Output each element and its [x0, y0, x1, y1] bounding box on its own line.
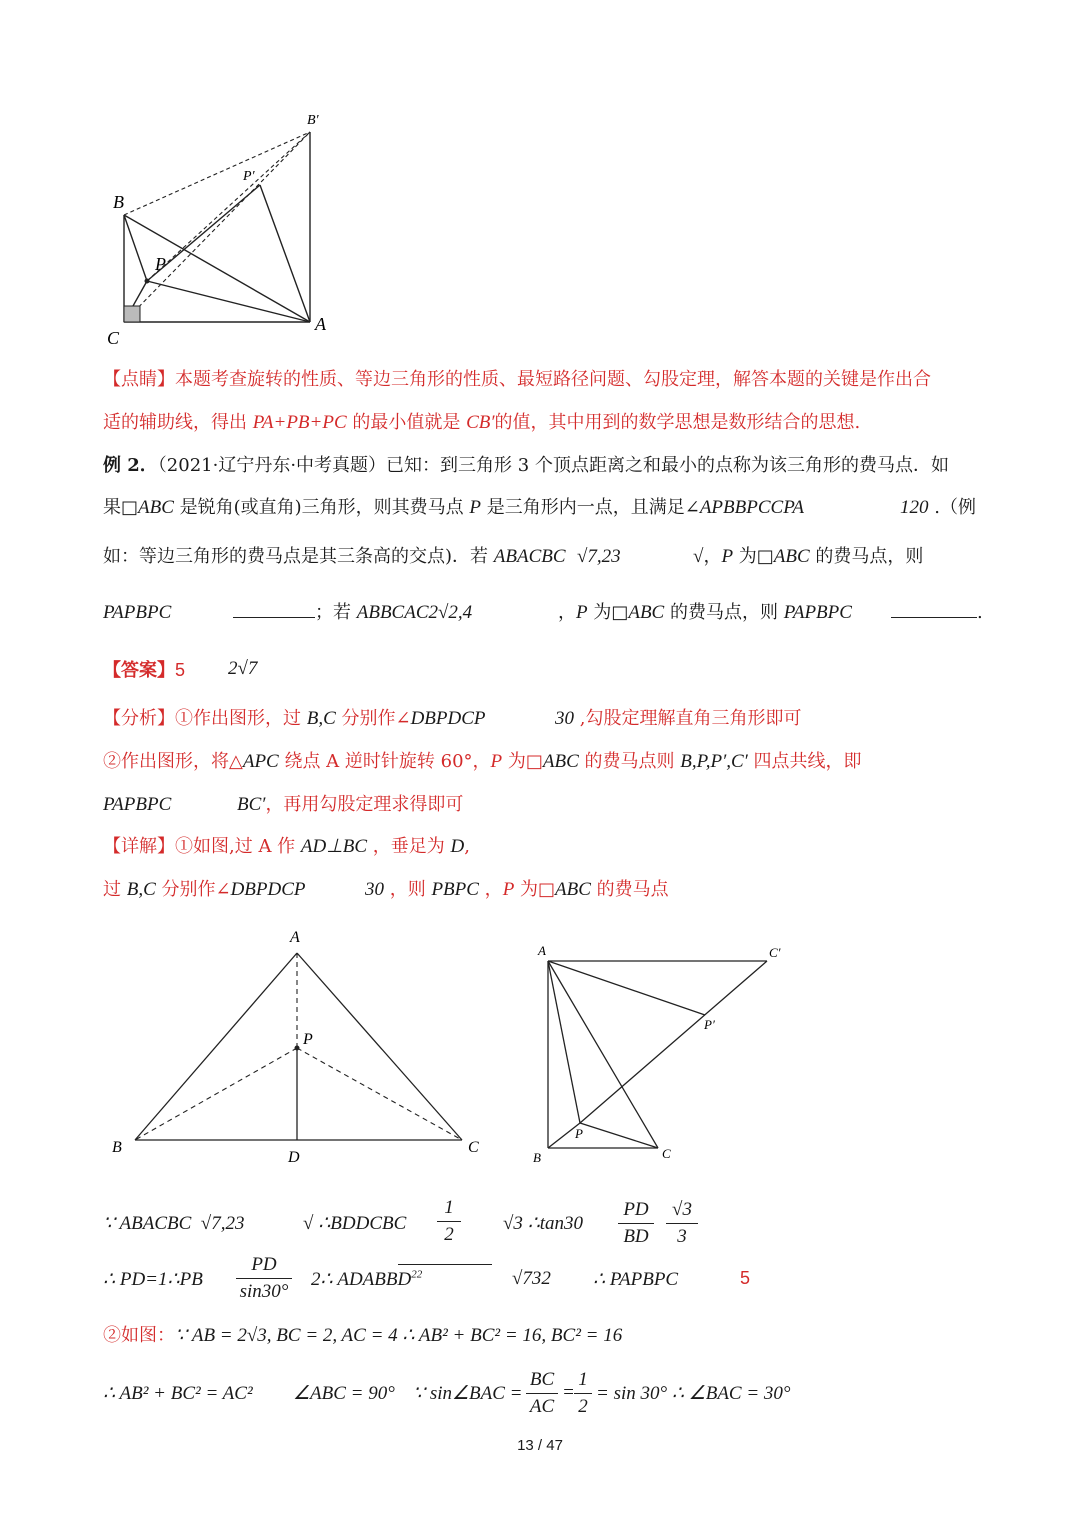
label-a: A	[290, 929, 300, 946]
label-c-prime: C′	[769, 945, 781, 960]
figure-fermat-point-triangle	[100, 920, 500, 1170]
label-p-prime: P′	[704, 1017, 715, 1032]
calc-row-4-b: ∠ABC = 90°	[293, 1383, 395, 1404]
dianjing-tag: 【点睛】	[103, 369, 175, 390]
answer-blank-2[interactable]	[891, 617, 977, 618]
label-b-prime: B′	[307, 113, 319, 128]
example-line-4: PAPBPC ；若 ABBCAC2√2,4 ，P 为□ABC 的费马点，则 PAPBPC .	[103, 602, 983, 623]
calc-row-4-eq: =	[562, 1382, 575, 1403]
analysis-line-3: PAPBPC BC′，再用勾股定理求得即可	[103, 794, 464, 815]
calc-row-1-c: √3 ∴tan30	[503, 1213, 584, 1234]
calc-row-1: ∵ ABACBC √7,23	[103, 1213, 245, 1234]
calc-result-5: 5	[740, 1268, 751, 1288]
answer-tag: 【答案】	[103, 660, 175, 681]
example-line-1: 例 2．（2021·辽宁丹东·中考真题）已知：到三角形 3 个顶点距离之和最小的点称为该三角形的费马点．如	[103, 455, 949, 476]
page-number: 13 / 47	[517, 1437, 563, 1454]
label-c: C	[107, 328, 120, 348]
figure-rotation-diagram	[95, 100, 345, 350]
calc-row-3: ②如图：∵ AB = 2√3, BC = 2, AC = 4 ∴ AB² + BC² = 16, BC² = 16	[103, 1325, 623, 1346]
calc-row-4-d: = sin 30° ∴ ∠BAC = 30°	[596, 1383, 791, 1404]
detail-tag: 【详解】	[103, 836, 175, 857]
label-p-prime: P′	[243, 169, 255, 184]
analysis-tag: 【分析】	[103, 708, 175, 729]
answer-value-1: 5	[175, 660, 186, 680]
example-line-2: 果□ABC 是锐角(或直角)三角形，则其费马点 P 是三角形内一点，且满足∠APBBPCCPA 120 .（例	[103, 497, 976, 518]
dianjing-line-2: 适的辅助线，得出 PA+PB+PC 的最小值就是 CB′的值，其中用到的数学思想是数形结合的思想.	[103, 412, 861, 433]
fraction-pd-sin30: PD sin30°	[236, 1253, 292, 1304]
calc-row-2-d: ∴ PAPBPC	[593, 1269, 679, 1290]
fraction-pd-bd: PD BD	[618, 1198, 654, 1249]
label-a: A	[538, 943, 546, 958]
calc-row-2-c: √732	[512, 1268, 551, 1289]
label-d: D	[288, 1149, 300, 1166]
label-a: A	[315, 314, 326, 334]
calc-row-1-b: √ ∴BDDCBC	[303, 1213, 407, 1234]
fraction-bc-ac: BC AC	[526, 1368, 558, 1419]
label-b: B	[533, 1150, 541, 1165]
label-c: C	[468, 1139, 479, 1156]
answer-line	[103, 659, 185, 682]
label-p: P	[155, 254, 166, 274]
calc-row-2: ∴ PD=1∴PB	[103, 1269, 203, 1290]
answer-blank-1[interactable]	[233, 617, 315, 618]
label-c: C	[662, 1146, 671, 1161]
label-b: B	[112, 1139, 122, 1156]
answer-value-2: 2√7	[228, 658, 258, 679]
detail-line-1: 【详解】①如图,过 A 作 AD⊥BC ，垂足为 D,	[103, 836, 470, 857]
label-b: B	[113, 192, 124, 212]
calc-row-4-c: ∵ sin∠BAC =	[413, 1383, 523, 1404]
detail-line-2: 过 B,C 分别作∠DBPDCP 30 ，则 PBPC ，P 为□ABC 的费马点	[103, 879, 669, 900]
fraction-root3-over-3: √3 3	[666, 1198, 698, 1249]
analysis-line-2: ②作出图形，将△APC 绕点 A 逆时针旋转 60°，P 为□ABC 的费马点则 B,P,P′,C′ 四点共线，即	[103, 751, 862, 772]
figure-rotation-triangle	[525, 935, 795, 1170]
calc-row-4: ∴ AB² + BC² = AC²	[103, 1383, 253, 1404]
analysis-line-1: 【分析】①作出图形，过 B,C 分别作∠DBPDCP 30 ,勾股定理解直角三角形即可	[103, 708, 802, 729]
calc-row-2-b: 2∴ ADABBD$^{22}$	[311, 1268, 423, 1290]
label-p: P	[575, 1126, 583, 1141]
label-p: P	[303, 1031, 313, 1048]
example-line-3: 如：等边三角形的费马点是其三条高的交点)．若 ABACBC √7,23 √，P 为□ABC 的费马点，则	[103, 546, 924, 567]
fraction-one-half-2: 1 2	[574, 1368, 592, 1419]
example-label: 例 2．	[103, 455, 158, 476]
dianjing-line-1: 【点睛】本题考查旋转的性质、等边三角形的性质、最短路径问题、勾股定理，解答本题的关键是作出合	[103, 369, 931, 390]
fraction-one-half: 1 2	[437, 1196, 461, 1247]
radical-bar	[398, 1264, 492, 1265]
